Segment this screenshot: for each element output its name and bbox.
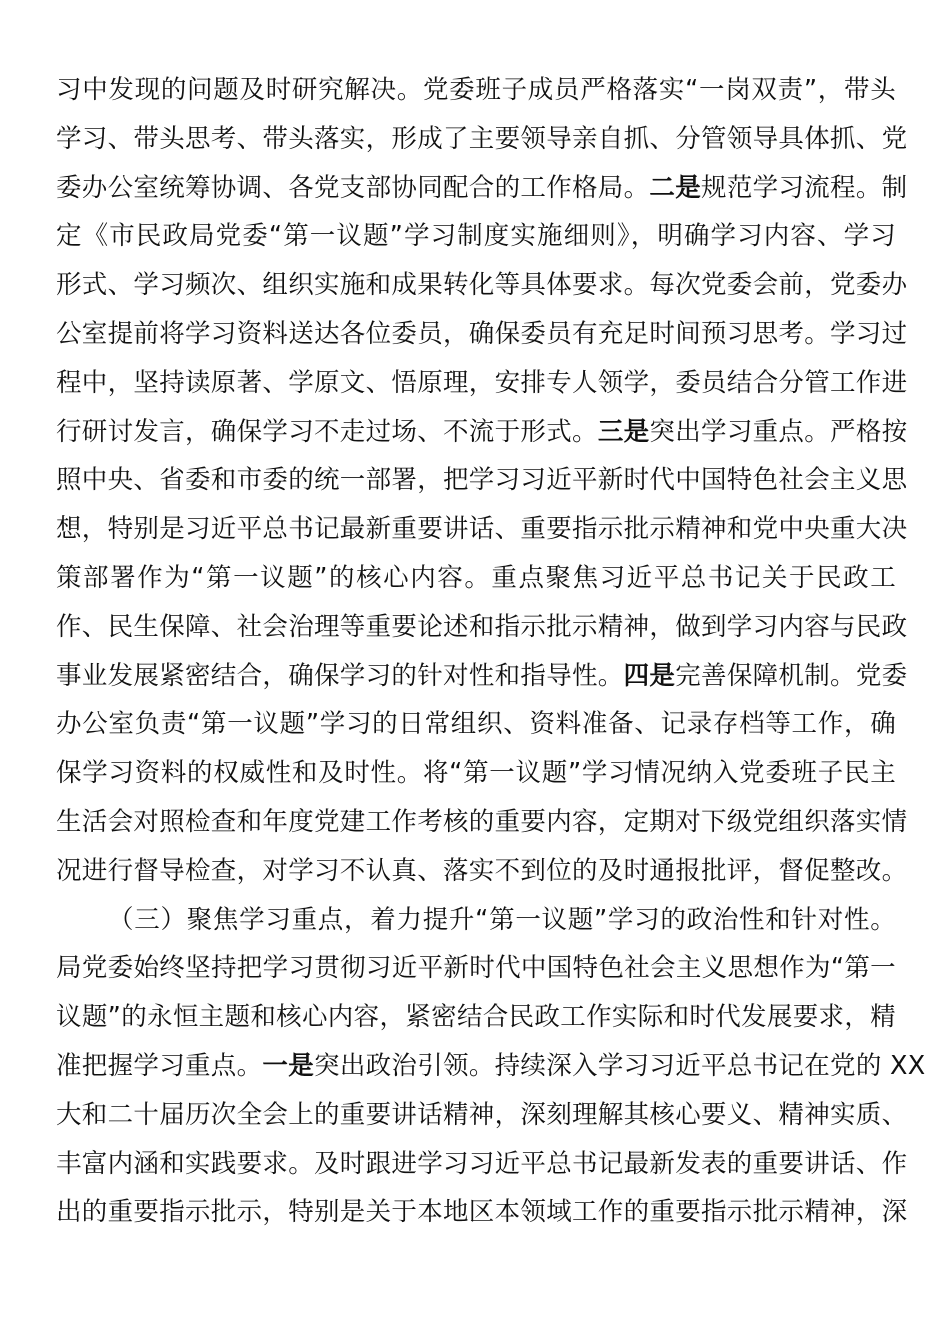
- text-segment: 行研讨发言，确保学习不走过场、不流于形式。: [56, 416, 598, 447]
- text-segment: 准把握学习重点。: [56, 1050, 263, 1081]
- text-segment: 大和二十届历次全会上的重要讲话精神，深刻理解其核心要义、精神实质、: [56, 1099, 908, 1130]
- text-segment: 事业发展紧密结合，确保学习的针对性和指导性。: [56, 660, 624, 691]
- text-segment: 局党委始终坚持把学习贯彻习近平新时代中国特色社会主义思想作为“第一: [56, 953, 896, 984]
- text-segment: 议题”的永恒主题和核心内容，紧密结合民政工作实际和时代发展要求，精: [56, 1002, 896, 1033]
- text-line: [56, 1140, 908, 1189]
- text-segment: 形式、学习频次、组织实施和成果转化等具体要求。每次党委会前，党委办: [56, 270, 908, 301]
- text-line: [56, 115, 908, 164]
- text-segment: 丰富内涵和实践要求。及时跟进学习习近平总书记最新发表的重要讲话、作: [56, 1148, 908, 1179]
- text-line: [56, 456, 908, 505]
- text-segment: 出的重要指示批示，特别是关于本地区本领域工作的重要指示批示精神，深: [56, 1197, 908, 1228]
- text-line: [56, 700, 896, 749]
- section-heading-line: [56, 896, 896, 945]
- text-segment: 照中央、省委和市委的统一部署，把学习习近平新时代中国特色社会主义思: [56, 465, 908, 496]
- text-line: [56, 1042, 926, 1091]
- text-segment: 习中发现的问题及时研究解决。党委班子成员严格落实“一岗双责”，带头: [56, 75, 896, 105]
- text-segment: 保学习资料的权威性和及时性。将“第一议题”学习情况纳入党委班子民主: [56, 758, 896, 789]
- text-line: [56, 847, 908, 896]
- text-segment: 定《市民政局党委“第一议题”学习制度实施细则》，明确学习内容、学习: [56, 221, 896, 252]
- text-line: [56, 408, 908, 457]
- text-segment: 况进行督导检查，对学习不认真、落实不到位的及时通报批评，督促整改。: [56, 855, 908, 886]
- text-line: [56, 212, 896, 261]
- text-line: [56, 310, 908, 359]
- text-segment: 突出政治引领。持续深入学习习近平总书记在党的 XX: [314, 1050, 926, 1081]
- text-segment: 程中，坚持读原著、学原文、悟原理，安排专人领学，委员结合分管工作进: [56, 367, 908, 398]
- text-line: [56, 652, 908, 701]
- text-segment: 策部署作为“第一议题”的核心内容。重点聚焦习近平总书记关于民政工: [56, 562, 896, 593]
- text-line: [56, 944, 896, 993]
- text-segment: 突出学习重点。严格按: [649, 416, 908, 447]
- bold-ordinal-marker: 四是: [623, 660, 676, 691]
- text-segment: 学习、带头思考、带头落实，形成了主要领导亲自抓、分管领导具体抓、党: [56, 123, 908, 154]
- text-segment: 完善保障机制。党委: [675, 660, 908, 691]
- bold-ordinal-marker: 三是: [597, 416, 650, 447]
- text-segment: 规范学习流程。制: [701, 172, 908, 203]
- bold-ordinal-marker: 一是: [262, 1050, 315, 1081]
- text-line: [56, 261, 908, 310]
- text-line: [56, 603, 908, 652]
- text-segment: 想，特别是习近平总书记最新重要讲话、重要指示批示精神和党中央重大决: [56, 514, 908, 545]
- document-body-text: [56, 66, 926, 1237]
- text-line: [56, 505, 908, 554]
- text-line: [56, 749, 896, 798]
- text-line: [56, 993, 896, 1042]
- text-line: [56, 554, 896, 603]
- text-segment: （三）聚焦学习重点，着力提升“第一议题”学习的政治性和针对性。: [108, 904, 896, 935]
- text-line: [56, 1188, 908, 1237]
- text-line: [56, 359, 908, 408]
- text-segment: 办公室负责“第一议题”学习的日常组织、资料准备、记录存档等工作，确: [56, 709, 896, 740]
- text-segment: 生活会对照检查和年度党建工作考核的重要内容，定期对下级党组织落实情: [56, 806, 908, 837]
- text-segment: 作、民生保障、社会治理等重要论述和指示批示精神，做到学习内容与民政: [56, 611, 908, 642]
- text-line: [56, 66, 896, 115]
- bold-ordinal-marker: 二是: [649, 172, 702, 203]
- text-line: [56, 798, 908, 847]
- text-segment: 公室提前将学习资料送达各位委员，确保委员有充足时间预习思考。学习过: [56, 318, 908, 349]
- text-line: [56, 1091, 908, 1140]
- text-segment: 委办公室统筹协调、各党支部协同配合的工作格局。: [56, 172, 650, 203]
- text-line: [56, 164, 908, 213]
